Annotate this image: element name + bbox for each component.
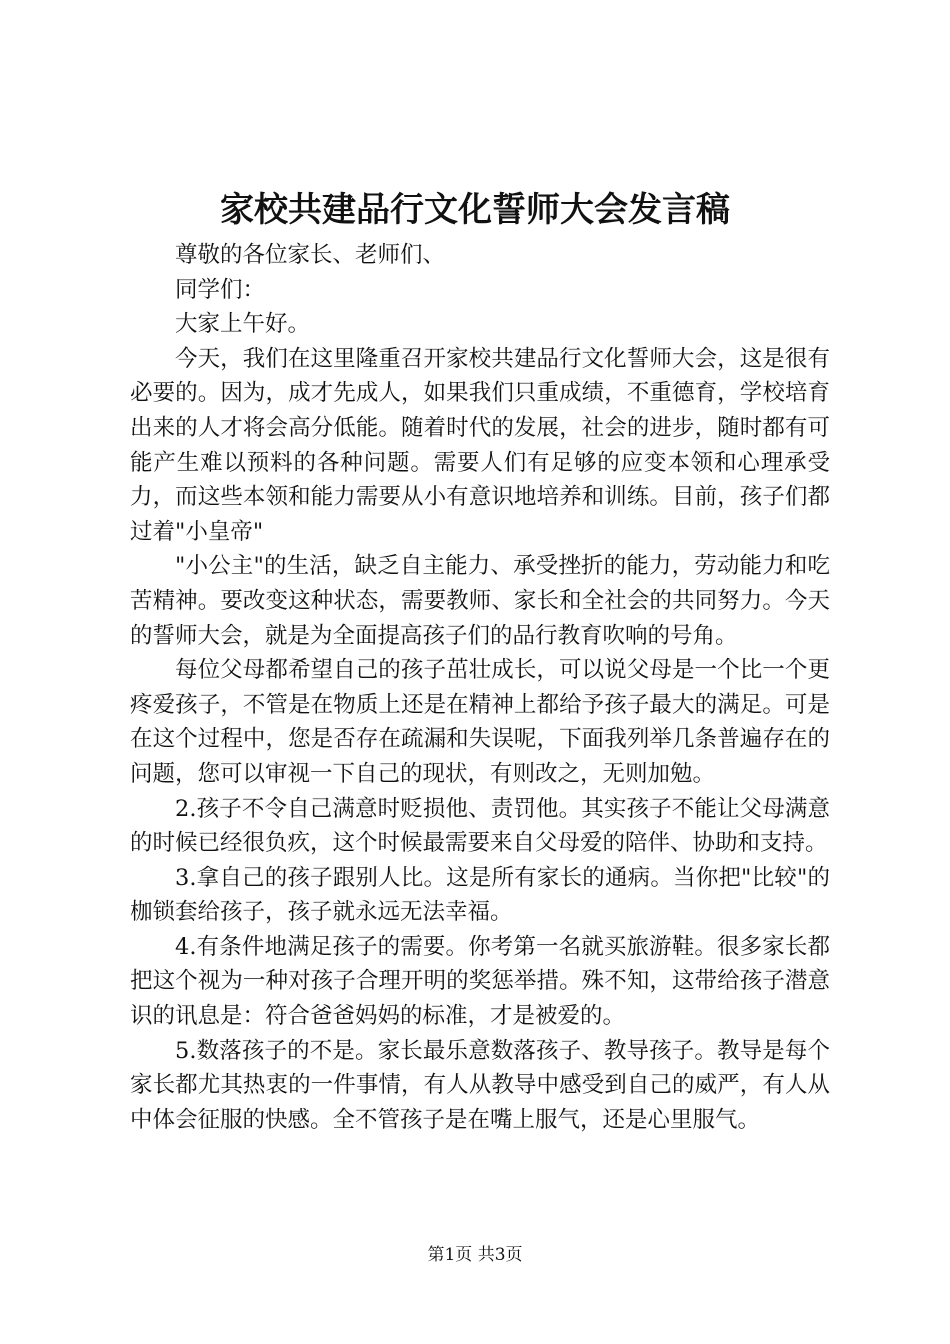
- paragraph-salutation-2: 同学们：: [175, 276, 266, 303]
- paragraph-intro: 今天，我们在这里隆重召开家校共建品行文化誓师大会，这是很有必要的。因为，成才先成人，如果我们只重成绩，不重德育，学校培育出来的人才将会高分低能。随着时代的发展，社会的进步，随时都有可能产生难以预料的各种问题。需要人们有足够的应变本领和心理承受力，而这些本领和能力需要从小有意识地培养和训练。目前，孩子们都过着"小皇帝": [130, 345, 830, 545]
- document-body: [130, 238, 830, 1137]
- paragraph-purpose: "小公主"的生活，缺乏自主能力、承受挫折的能力，劳动能力和吃苦精神。要改变这种状态，需要教师、家长和全社会的共同努力。今天的誓师大会，就是为全面提高孩子们的品行教育吹响的号角。: [130, 553, 830, 649]
- document-title: 家校共建品行文化誓师大会发言稿: [220, 190, 730, 230]
- paragraph-item-3: 3.拿自己的孩子跟别人比。这是所有家长的通病。当你把"比较"的枷锁套给孩子，孩子就永远无法幸福。: [130, 864, 830, 926]
- paragraph-item-5: 5.数落孩子的不是。家长最乐意数落孩子、教导孩子。教导是每个家长都尤其热衷的一件事情，有人从教导中感受到自己的威严，有人从中体会征服的快感。全不管孩子是在嘴上服气，还是心里服气。: [130, 1037, 830, 1133]
- paragraph-greeting: 大家上午好。: [175, 311, 311, 338]
- paragraph-parents: 每位父母都希望自己的孩子茁壮成长，可以说父母是一个比一个更疼爱孩子，不管是在物质上还是在精神上都给予孩子最大的满足。可是在这个过程中，您是否存在疏漏和失误呢，下面我列举几条普遍存在的问题，您可以审视一下自己的现状，有则改之，无则加勉。: [130, 657, 830, 787]
- paragraph-item-2: 2.孩子不令自己满意时贬损他、责罚他。其实孩子不能让父母满意的时候已经很负疚，这个时候最需要来自父母爱的陪伴、协助和支持。: [130, 795, 830, 857]
- paragraph-salutation-1: 尊敬的各位家长、老师们、: [175, 242, 446, 268]
- paragraph-item-4: 4.有条件地满足孩子的需要。你考第一名就买旅游鞋。很多家长都把这个视为一种对孩子合理开明的奖惩举措。殊不知，这带给孩子潜意识的讯息是：符合爸爸妈妈的标准，才是被爱的。: [130, 933, 830, 1030]
- page-footer: 第1页 共3页: [427, 1245, 523, 1265]
